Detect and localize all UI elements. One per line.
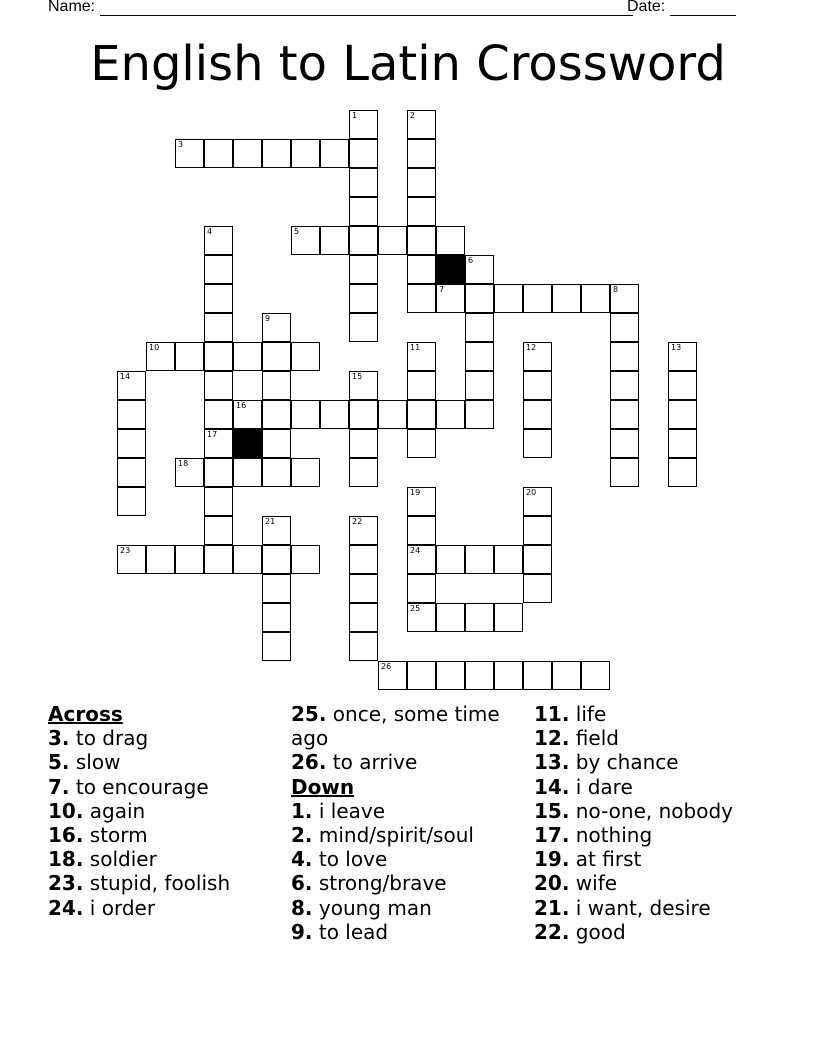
page-title: English to Latin Crossword (90, 36, 726, 92)
grid-cell[interactable] (436, 545, 465, 574)
date-label: Date: (627, 0, 666, 15)
grid-cell[interactable] (523, 545, 552, 574)
clue-number: 14 (120, 372, 131, 381)
clue-across-18: 18. soldier (48, 847, 157, 872)
grid-cell[interactable] (233, 545, 262, 574)
grid-cell[interactable] (407, 342, 436, 371)
grid-cell[interactable] (349, 429, 378, 458)
grid-cell[interactable] (262, 516, 291, 545)
clue-number: 18 (178, 459, 189, 468)
grid-cell[interactable] (407, 139, 436, 168)
clue-down-14: 14. i dare (534, 774, 633, 799)
grid-cell[interactable] (523, 342, 552, 371)
grid-cell[interactable] (407, 371, 436, 400)
grid-cell[interactable] (523, 574, 552, 603)
clue-number: 3 (178, 140, 184, 149)
grid-cell[interactable] (407, 574, 436, 603)
grid-cell[interactable] (117, 545, 146, 574)
grid-cell[interactable] (262, 342, 291, 371)
clue-across-26: 26. to arrive (291, 750, 418, 775)
grid-cell[interactable] (262, 139, 291, 168)
grid-cell[interactable] (436, 226, 465, 255)
grid-cell[interactable] (204, 458, 233, 487)
name-line[interactable] (100, 1, 633, 16)
grid-cell[interactable] (204, 400, 233, 429)
grid-cell[interactable] (349, 110, 378, 139)
clue-number: 12 (526, 343, 537, 352)
clue-number: 8 (613, 285, 619, 294)
grid-cell[interactable] (668, 429, 697, 458)
grid-cell[interactable] (407, 400, 436, 429)
clue-number: 20 (526, 488, 537, 497)
clue-number: 10 (149, 343, 160, 352)
grid-cell[interactable] (436, 284, 465, 313)
grid-cell[interactable] (349, 574, 378, 603)
clues-column-1 (48, 702, 230, 920)
grid-cell[interactable] (233, 342, 262, 371)
grid-cell[interactable] (146, 342, 175, 371)
black-cell (233, 429, 262, 458)
grid-cell[interactable] (465, 371, 494, 400)
clues-column-3 (534, 702, 733, 944)
grid-cell[interactable] (262, 313, 291, 342)
grid-cell[interactable] (610, 458, 639, 487)
grid-cell[interactable] (291, 226, 320, 255)
grid-cell[interactable] (117, 487, 146, 516)
grid-cell[interactable] (262, 603, 291, 632)
clue-number: 7 (439, 285, 445, 294)
grid-cell[interactable] (668, 371, 697, 400)
clue-number: 1 (352, 111, 358, 120)
grid-cell[interactable] (494, 661, 523, 690)
clue-across-10: 10. again (48, 798, 146, 823)
grid-cell[interactable] (204, 313, 233, 342)
grid-cell[interactable] (668, 342, 697, 371)
clue-number: 16 (236, 401, 247, 410)
black-cell (436, 255, 465, 284)
clue-number: 23 (120, 546, 131, 555)
clue-down-11: 11. life (534, 702, 607, 726)
grid-cell[interactable] (175, 139, 204, 168)
grid-cell[interactable] (465, 400, 494, 429)
grid-cell[interactable] (117, 400, 146, 429)
grid-cell[interactable] (117, 371, 146, 400)
grid-cell[interactable] (175, 342, 204, 371)
clue-down-15: 15. no-one, nobody (534, 798, 733, 823)
grid-cell[interactable] (378, 400, 407, 429)
grid-cell[interactable] (494, 545, 523, 574)
grid-cell[interactable] (262, 458, 291, 487)
grid-cell[interactable] (523, 429, 552, 458)
grid-cell[interactable] (291, 342, 320, 371)
grid-cell[interactable] (407, 603, 436, 632)
name-field[interactable] (48, 0, 633, 16)
clue-across-16: 16. storm (48, 823, 148, 848)
grid-cell[interactable] (552, 284, 581, 313)
grid-cell[interactable] (204, 342, 233, 371)
grid-cell[interactable] (494, 603, 523, 632)
grid-cell[interactable] (610, 342, 639, 371)
grid-cell[interactable] (581, 661, 610, 690)
grid-cell[interactable] (204, 545, 233, 574)
clue-across-7: 7. to encourage (48, 774, 209, 799)
clue-number: 11 (410, 343, 421, 352)
clue-down-17: 17. nothing (534, 823, 653, 848)
clue-number: 2 (410, 111, 416, 120)
clue-down-22: 22. good (534, 919, 626, 944)
clue-number: 15 (352, 372, 363, 381)
grid-cell[interactable] (465, 284, 494, 313)
grid-cell[interactable] (436, 661, 465, 690)
clue-across-25: 25. once, some time ago (291, 702, 500, 751)
clue-down-9: 9. to lead (291, 919, 389, 944)
grid-cell[interactable] (465, 342, 494, 371)
grid-cell[interactable] (117, 458, 146, 487)
grid-cell[interactable] (233, 400, 262, 429)
grid-cell[interactable] (349, 197, 378, 226)
grid-cell[interactable] (610, 371, 639, 400)
grid-cell[interactable] (407, 516, 436, 545)
grid-cell[interactable] (378, 661, 407, 690)
clue-number: 17 (207, 430, 218, 439)
grid-cell[interactable] (320, 139, 349, 168)
grid-cell[interactable] (233, 458, 262, 487)
grid-cell[interactable] (436, 400, 465, 429)
grid-cell[interactable] (581, 284, 610, 313)
grid-cell[interactable] (262, 400, 291, 429)
clue-down-8: 8. young man (291, 895, 432, 920)
grid-cell[interactable] (523, 371, 552, 400)
grid-cell[interactable] (204, 226, 233, 255)
date-field[interactable] (627, 0, 736, 16)
grid-cell[interactable] (610, 284, 639, 313)
grid-cell[interactable] (523, 661, 552, 690)
grid-cell[interactable] (146, 545, 175, 574)
grid-cell[interactable] (349, 545, 378, 574)
clue-number: 24 (410, 546, 421, 555)
clue-down-19: 19. at first (534, 847, 642, 872)
grid-cell[interactable] (349, 139, 378, 168)
grid-cell[interactable] (610, 429, 639, 458)
grid-cell[interactable] (349, 603, 378, 632)
grid-cell[interactable] (349, 632, 378, 661)
grid-cell[interactable] (407, 226, 436, 255)
clue-across-24: 24. i order (48, 895, 156, 920)
grid-cell[interactable] (610, 313, 639, 342)
grid-cell[interactable] (117, 429, 146, 458)
clue-number: 25 (410, 604, 421, 613)
grid-cell[interactable] (349, 313, 378, 342)
clue-down-4: 4. to love (291, 847, 388, 872)
name-label: Name: (48, 0, 96, 15)
grid-cell[interactable] (552, 661, 581, 690)
grid-cell[interactable] (262, 545, 291, 574)
clue-down-20: 20. wife (534, 871, 618, 896)
clue-down-2: 2. mind/spirit/soul (291, 823, 474, 848)
grid-cell[interactable] (204, 284, 233, 313)
grid-cell[interactable] (668, 458, 697, 487)
grid-cell[interactable] (204, 429, 233, 458)
grid-cell[interactable] (349, 255, 378, 284)
grid-cell[interactable] (407, 284, 436, 313)
clue-number: 26 (381, 662, 392, 671)
clue-down-12: 12. field (534, 726, 619, 751)
grid-cell[interactable] (465, 545, 494, 574)
grid-cell[interactable] (610, 400, 639, 429)
grid-cell[interactable] (523, 284, 552, 313)
grid-cell[interactable] (436, 603, 465, 632)
clue-number: 6 (468, 256, 474, 265)
clue-down-21: 21. i want, desire (534, 895, 711, 920)
grid-cell[interactable] (204, 371, 233, 400)
grid-cell[interactable] (378, 226, 407, 255)
grid-cell[interactable] (465, 313, 494, 342)
grid-cell[interactable] (523, 487, 552, 516)
grid-cell[interactable] (262, 574, 291, 603)
down-heading: Down (291, 774, 355, 799)
clue-across-23: 23. stupid, foolish (48, 871, 231, 896)
grid-cell[interactable] (465, 661, 494, 690)
grid-cell[interactable] (407, 487, 436, 516)
grid-cell[interactable] (291, 139, 320, 168)
grid-cell[interactable] (668, 400, 697, 429)
clue-number: 4 (207, 227, 213, 236)
date-line[interactable] (670, 1, 736, 16)
grid-cell[interactable] (407, 255, 436, 284)
grid-cell[interactable] (204, 516, 233, 545)
grid-cell[interactable] (465, 603, 494, 632)
grid-cell[interactable] (523, 400, 552, 429)
clue-number: 22 (352, 517, 363, 526)
grid-cell[interactable] (320, 226, 349, 255)
across-heading: Across (48, 702, 123, 726)
clue-number: 21 (265, 517, 276, 526)
clue-down-1: 1. i leave (291, 798, 386, 823)
clue-number: 9 (265, 314, 271, 323)
grid-cell[interactable] (291, 400, 320, 429)
grid-cell[interactable] (233, 139, 262, 168)
grid-cell[interactable] (262, 632, 291, 661)
grid-cell[interactable] (407, 545, 436, 574)
grid-cell[interactable] (175, 458, 204, 487)
grid-cell[interactable] (349, 226, 378, 255)
grid-cell[interactable] (407, 168, 436, 197)
grid-cell[interactable] (523, 516, 552, 545)
grid-cell[interactable] (407, 429, 436, 458)
grid-cell[interactable] (465, 255, 494, 284)
grid-cell[interactable] (494, 284, 523, 313)
grid-cell[interactable] (320, 400, 349, 429)
grid-cell[interactable] (349, 284, 378, 313)
grid-cell[interactable] (204, 487, 233, 516)
grid-cell[interactable] (407, 110, 436, 139)
grid-cell[interactable] (204, 139, 233, 168)
grid-cell[interactable] (291, 545, 320, 574)
clues-column-2 (291, 702, 521, 944)
grid-cell[interactable] (349, 400, 378, 429)
clue-across-5: 5. slow (48, 750, 121, 775)
grid-cell[interactable] (407, 661, 436, 690)
clue-down-13: 13. by chance (534, 750, 679, 775)
clue-across-3: 3. to drag (48, 726, 149, 751)
clue-number: 19 (410, 488, 421, 497)
clue-number: 5 (294, 227, 300, 236)
clue-number: 13 (671, 343, 682, 352)
grid-cell[interactable] (407, 197, 436, 226)
grid-cell[interactable] (262, 429, 291, 458)
grid-cell[interactable] (204, 255, 233, 284)
grid-cell[interactable] (175, 545, 204, 574)
clue-down-6: 6. strong/brave (291, 871, 447, 896)
grid-cell[interactable] (262, 371, 291, 400)
grid-cell[interactable] (291, 458, 320, 487)
grid-cell[interactable] (349, 371, 378, 400)
grid-cell[interactable] (349, 168, 378, 197)
grid-cell[interactable] (349, 516, 378, 545)
grid-cell[interactable] (349, 458, 378, 487)
